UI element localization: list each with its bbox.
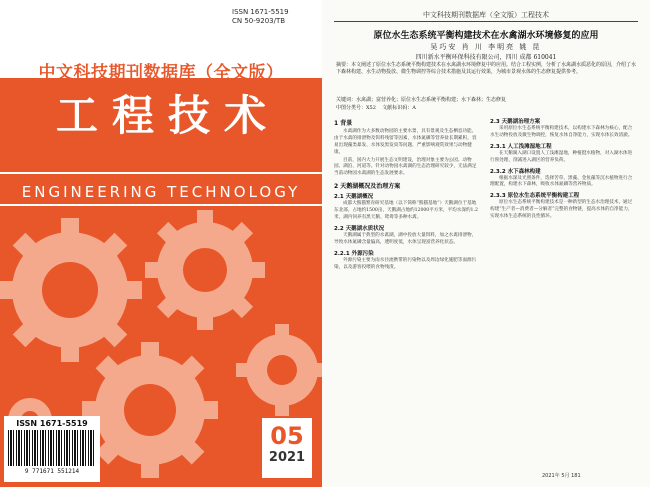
body-paragraph: 目前，国内大力开展生态文明建设，治理对象主要为公园、动物园、湖泊、河道等。针对动物园水禽湖的生态治理研究较少，无法满足当前动物园水禽湖的生态发展要求。 (334, 157, 477, 177)
document-code: 文献标识码：A (382, 105, 416, 111)
body-paragraph: 在天鹅湖入湖口设置人工浅滩湿地，种植挺水植物，对入湖水体进行预处理，削减进入湖区的营养负荷。 (490, 150, 633, 163)
body-paragraph: 采用原位水生态系统平衡构建技术，以构建水下森林为核心，配合水生动物投放及微生物调控，恢复水体自净能力，实现水体长效清澈。 (490, 126, 633, 138)
cover-divider-top (0, 172, 322, 174)
subsection-heading: 2.2.1 外源污染 (334, 250, 374, 257)
subsection-heading: 2.1 天鹅湖概况 (334, 194, 374, 201)
cover-divider-bottom (0, 204, 322, 206)
cover-database-title: 中文科技期刊数据库（全文版） (38, 63, 284, 83)
classification-code: 中图分类号：X52 (336, 105, 376, 111)
barcode-icon (8, 430, 96, 466)
issue-year: 2021 (268, 450, 306, 465)
cover-cn: CN 50-9203/TB (232, 17, 286, 26)
running-head: 中文科技期刊数据库（全文版）工程技术 (423, 11, 549, 19)
article-authors: 吴巧安 肖 川 李明亮 姚 昆 (430, 43, 542, 51)
subsection-heading: 2.2 天鹅湖水质状况 (334, 225, 385, 232)
page-footer: 2021年 5月 181 (542, 473, 581, 479)
cover-header-band (0, 0, 322, 83)
cover-english-title: ENGINEERING TECHNOLOGY (21, 183, 301, 201)
article-column-left (334, 115, 480, 460)
subsection-heading: 2.3.2 水下森林构建 (490, 168, 541, 175)
body-paragraph: 原位水生态系统平衡构建技术是一种新型的生态水治理技术，通过构建“生产者—消费者—分解者”完整的食物链，提高水体的自净能力，实现水体生态系统的良性循环。 (490, 200, 633, 220)
body-paragraph: 成都大熊猫繁育研究基地（以下简称“熊猫基地”）天鹅湖位于基地东北部，占地约1500亩，天鹅湖占地约12000平方米，平均水深约1.2米，湖内饲养有黑天鹅、鸳鸯等多种水禽。 (334, 201, 478, 221)
body-paragraph: 外源污染主要为雨水径流携带的污染物以及周边绿化施肥等面源污染，以及游客投喂的食物残渣。 (334, 257, 477, 270)
issue-panel (262, 418, 312, 478)
article-keywords: 关键词：水禽湖；富营养化；原位水生态系统平衡构建；水下森林；生态修复 (336, 97, 507, 103)
article-title: 原位水生态系统平衡构建技术在水禽湖水环境修复的应用 (373, 31, 599, 41)
body-paragraph: 根据水深及光照条件，选择苦草、黑藻、金鱼藻等沉水植物进行合理配置，构建水下森林，吸收水体氮磷等营养物质。 (490, 175, 633, 188)
section-heading: 1 背景 (334, 120, 353, 127)
article-classification (336, 104, 416, 111)
section-heading: 2 天鹅湖概况及治理方案 (334, 183, 401, 191)
article-column-right (490, 115, 636, 460)
barcode-panel (4, 416, 100, 482)
barcode-number: 9 771671 551214 (24, 468, 80, 475)
issue-number: 05 (270, 422, 304, 450)
header-rule (334, 21, 638, 22)
cover-issn: ISSN 1671-5519 (232, 8, 289, 16)
article-abstract: 摘要：本文阐述了原位水生态系统平衡构建技术在水禽湖水环境修复中的应用。结合工程实例，分析了水禽湖水质恶化的原因，介绍了水下森林构建、水生动物投放、微生物调控等综合技术措施及其运行效果，为城市景观水体的生态修复提供参考。 (336, 62, 637, 76)
cover-main-title: 工程技术 (55, 91, 280, 140)
subsection-heading: 2.3.3 原位水生态系统平衡构建工程 (490, 193, 580, 200)
subsection-heading: 2.3.1 人工浅滩湿地工程 (490, 143, 552, 150)
article-page (322, 0, 650, 487)
article-affiliation: 四川新水平衡环保科技有限公司，四川 成都 610041 (415, 54, 557, 61)
subsection-heading: 2.3 天鹅湖治理方案 (490, 119, 541, 125)
barcode-issn: ISSN 1671-5519 (16, 419, 88, 428)
body-paragraph: 水禽湖作为大多数动物园的主要水景，具有景观及生态栖息功能。由于水禽的排泄物及饵料残留等因素，水体氮磷等营养盐长期累积，容易出现藻类暴发、水体发黑发臭等问题，严重影响观赏效果与动物健康。 (334, 129, 477, 155)
body-paragraph: 天鹅湖属于典型的水禽湖，湖中投放大量饵料，加之水禽排泄物，导致水体氮磷含量偏高，透明度低，水体呈现富营养化状态。 (334, 232, 477, 245)
cover-issn-block (232, 8, 289, 27)
journal-cover (0, 0, 322, 487)
